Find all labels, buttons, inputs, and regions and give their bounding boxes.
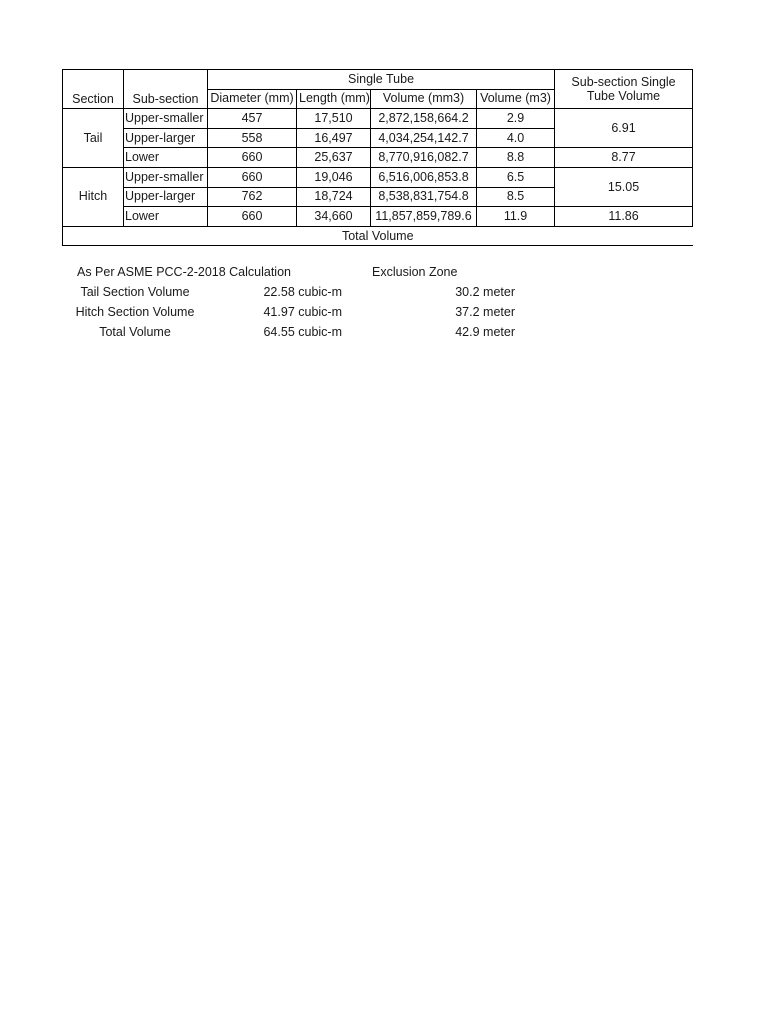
header-subsection-volume: Sub-section Single Tube Volume — [555, 70, 693, 109]
subsection-cell: Upper-larger — [124, 128, 208, 148]
summary-volume-hitch: 41.97 cubic-m — [263, 305, 342, 319]
summary-zone-total: 42.9 meter — [455, 325, 515, 339]
subsection-volume-cell: 8.77 — [555, 148, 693, 168]
volume-m3-cell: 11.9 — [477, 207, 555, 227]
header-volume-mm3: Volume (mm3) — [371, 89, 477, 109]
header-diameter: Diameter (mm) — [208, 89, 297, 109]
subsection-cell: Upper-larger — [124, 187, 208, 207]
section-cell: Tail — [63, 109, 124, 168]
header-single-tube: Single Tube — [208, 70, 555, 90]
volume-table — [62, 69, 693, 246]
diameter-cell: 457 — [208, 109, 297, 129]
volume-m3-cell: 8.8 — [477, 148, 555, 168]
header-volume-m3: Volume (m3) — [477, 89, 555, 109]
diameter-cell: 660 — [208, 148, 297, 168]
volume-mm3-cell: 2,872,158,664.2 — [371, 109, 477, 129]
length-cell: 25,637 — [297, 148, 371, 168]
length-cell: 34,660 — [297, 207, 371, 227]
header-length: Length (mm) — [297, 89, 371, 109]
subsection-cell: Lower — [124, 148, 208, 168]
volume-m3-cell: 2.9 — [477, 109, 555, 129]
calc-title: As Per ASME PCC-2-2018 Calculation — [77, 265, 291, 279]
diameter-cell: 558 — [208, 128, 297, 148]
length-cell: 17,510 — [297, 109, 371, 129]
subsection-cell: Upper-smaller — [124, 109, 208, 129]
volume-m3-cell: 8.5 — [477, 187, 555, 207]
summary-label-tail: Tail Section Volume — [80, 285, 190, 299]
length-cell: 18,724 — [297, 187, 371, 207]
diameter-cell: 762 — [208, 187, 297, 207]
subsection-volume-cell: 11.86 — [555, 207, 693, 227]
table-row — [63, 109, 693, 129]
length-cell: 19,046 — [297, 167, 371, 187]
subsection-cell: Upper-smaller — [124, 167, 208, 187]
volume-m3-cell: 4.0 — [477, 128, 555, 148]
header-subsection: Sub-section — [124, 70, 208, 109]
subsection-cell: Lower — [124, 207, 208, 227]
table-header-row-1 — [63, 70, 693, 90]
total-volume-label: Total Volume — [63, 226, 693, 246]
table-row — [63, 148, 693, 168]
summary-label-total: Total Volume — [99, 325, 171, 339]
volume-mm3-cell: 8,770,916,082.7 — [371, 148, 477, 168]
header-section: Section — [63, 70, 124, 109]
diameter-cell: 660 — [208, 207, 297, 227]
volume-mm3-cell: 11,857,859,789.6 — [371, 207, 477, 227]
total-row — [63, 226, 693, 246]
exclusion-title: Exclusion Zone — [372, 265, 458, 279]
section-cell: Hitch — [63, 167, 124, 226]
volume-mm3-cell: 6,516,006,853.8 — [371, 167, 477, 187]
table-row — [63, 167, 693, 187]
volume-mm3-cell: 4,034,254,142.7 — [371, 128, 477, 148]
summary-label-hitch: Hitch Section Volume — [75, 305, 195, 319]
volume-mm3-cell: 8,538,831,754.8 — [371, 187, 477, 207]
summary-zone-hitch: 37.2 meter — [455, 305, 515, 319]
summary-volume-total: 64.55 cubic-m — [263, 325, 342, 339]
subsection-volume-cell: 15.05 — [555, 167, 693, 206]
summary-volume-tail: 22.58 cubic-m — [263, 285, 342, 299]
subsection-volume-cell: 6.91 — [555, 109, 693, 148]
volume-m3-cell: 6.5 — [477, 167, 555, 187]
diameter-cell: 660 — [208, 167, 297, 187]
summary-zone-tail: 30.2 meter — [455, 285, 515, 299]
length-cell: 16,497 — [297, 128, 371, 148]
table-row — [63, 207, 693, 227]
